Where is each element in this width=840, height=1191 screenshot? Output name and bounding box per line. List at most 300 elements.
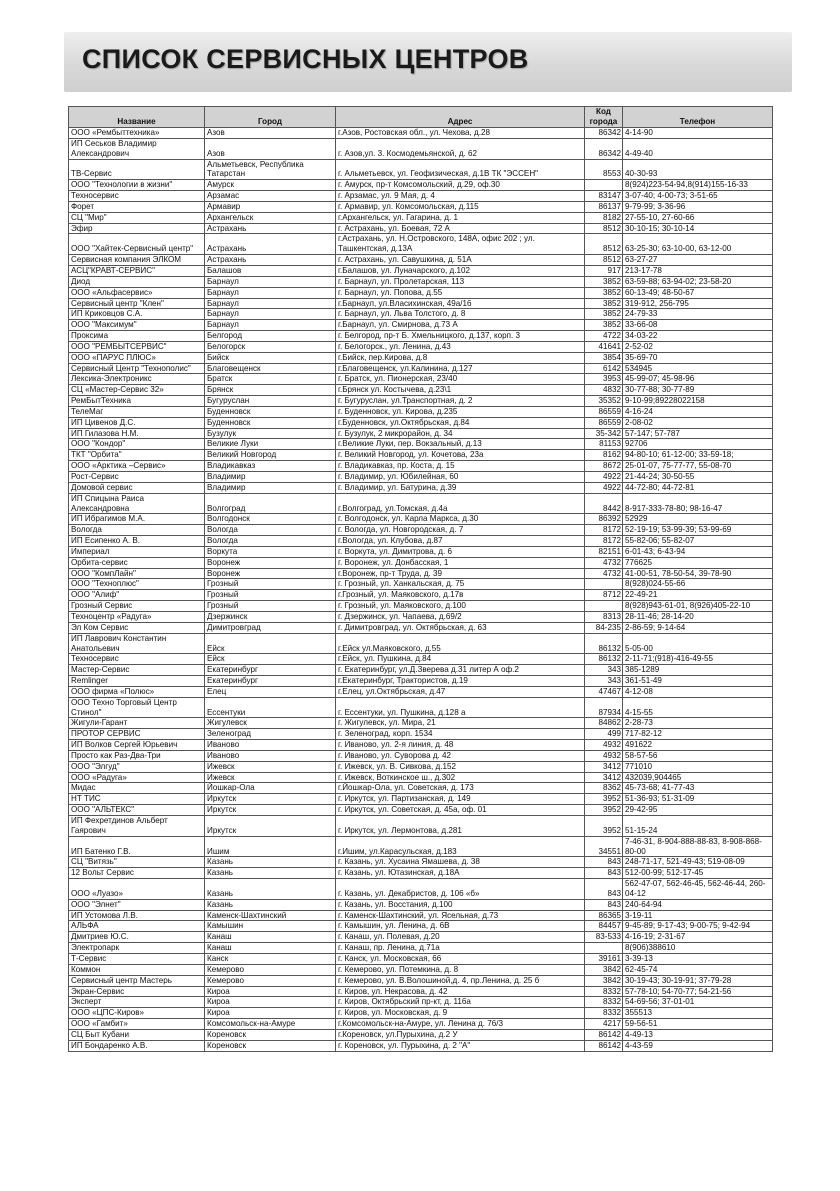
cell-city: Канаш <box>205 943 336 954</box>
cell-phone: 59-56-51 <box>623 1019 773 1030</box>
cell-phone: 9-10-99;89228022158 <box>623 396 773 407</box>
cell-name: Лексика-Электроникс <box>69 374 205 385</box>
cell-code: 86137 <box>585 201 623 212</box>
cell-phone: 9-79-99; 3-36-96 <box>623 201 773 212</box>
cell-phone: 771010 <box>623 761 773 772</box>
cell-address: г.Азов, Ростовская обл., ул. Чехова, д.28 <box>336 128 585 139</box>
cell-name: Эфир <box>69 223 205 234</box>
cell-city: Армавир <box>205 201 336 212</box>
cell-address: г.Грозный, ул. Маяковского, д.17в <box>336 590 585 601</box>
table-row <box>69 234 773 255</box>
cell-phone: 6-01-43; 6-43-94 <box>623 546 773 557</box>
cell-code: 84457 <box>585 921 623 932</box>
table-row <box>69 772 773 783</box>
cell-city: Казань <box>205 857 336 868</box>
table-row <box>69 363 773 374</box>
cell-phone: 319-912, 256-795 <box>623 298 773 309</box>
cell-phone: 62-45-74 <box>623 964 773 975</box>
cell-code: 8512 <box>585 223 623 234</box>
table-row <box>69 794 773 805</box>
cell-address: г. Великий Новгород, ул. Кочетова, 23а <box>336 450 585 461</box>
cell-address: г. Иркутск, ул. Партизанская, д. 149 <box>336 794 585 805</box>
cell-city: Вологда <box>205 536 336 547</box>
table-row <box>69 964 773 975</box>
cell-phone: 51-36-93; 51-31-09 <box>623 794 773 805</box>
cell-address: г. Барнаул, ул. Попова, д.55 <box>336 287 585 298</box>
cell-code: 8332 <box>585 1008 623 1019</box>
cell-address: г.Буденновск, ул.Октябрьская, д.84 <box>336 417 585 428</box>
cell-name: Диод <box>69 276 205 287</box>
cell-city: Иркутск <box>205 816 336 837</box>
table-row <box>69 320 773 331</box>
cell-address: г. Вологда, ул. Новгородская, д. 7 <box>336 525 585 536</box>
table-row <box>69 910 773 921</box>
cell-address: г. Астрахань, ул. Боевая, 72 А <box>336 223 585 234</box>
table-row <box>69 750 773 761</box>
cell-name: Эксперт <box>69 997 205 1008</box>
cell-code: 3852 <box>585 320 623 331</box>
table-row <box>69 309 773 320</box>
table-row <box>69 868 773 879</box>
cell-phone: 22-49-21 <box>623 590 773 601</box>
cell-name: Мидас <box>69 783 205 794</box>
cell-city: Кореновск <box>205 1029 336 1040</box>
cell-city: Кироа <box>205 997 336 1008</box>
cell-city: Брянск <box>205 385 336 396</box>
cell-code: 343 <box>585 665 623 676</box>
cell-name: ИП Устомова Л.В. <box>69 910 205 921</box>
cell-code: 843 <box>585 857 623 868</box>
cell-phone: 30-19-43; 30-19-91; 37-79-28 <box>623 975 773 986</box>
cell-name: Грозный Сервис <box>69 601 205 612</box>
table-row <box>69 740 773 751</box>
cell-city: Канск <box>205 953 336 964</box>
cell-address: г.Йошкар-Ола, ул. Советская, д. 173 <box>336 783 585 794</box>
cell-city: Барнаул <box>205 309 336 320</box>
cell-address: г. Арзамас, ул. 9 Мая, д. 4 <box>336 191 585 202</box>
cell-address: г. Кореновск, ул. Пурыхина, д. 2 "А" <box>336 1040 585 1051</box>
table-row <box>69 525 773 536</box>
cell-phone: 33-66-08 <box>623 320 773 331</box>
cell-code: 3842 <box>585 975 623 986</box>
cell-code: 83147 <box>585 191 623 202</box>
cell-phone: 25-01-07, 75-77-77, 55-08-70 <box>623 461 773 472</box>
cell-address: г. Буденновск, ул. Кирова, д.235 <box>336 406 585 417</box>
table-row <box>69 557 773 568</box>
cell-name: ООО "Техноплюс" <box>69 579 205 590</box>
table-row <box>69 374 773 385</box>
cell-name: ООО «Луазо» <box>69 879 205 900</box>
table-row <box>69 298 773 309</box>
cell-code: 3854 <box>585 352 623 363</box>
cell-code: 82151 <box>585 546 623 557</box>
cell-address: г. Киров, ул. Некрасова, д. 42 <box>336 986 585 997</box>
cell-city: Иркутск <box>205 805 336 816</box>
cell-phone: 8-917-333-78-80; 98-16-47 <box>623 493 773 514</box>
cell-code: 83-533 <box>585 932 623 943</box>
cell-code: 3852 <box>585 276 623 287</box>
table-row <box>69 568 773 579</box>
cell-name: ИП Волков Сергей Юрьевич <box>69 740 205 751</box>
cell-address: г. Иваново, ул. 2-я линия, д. 48 <box>336 740 585 751</box>
cell-address: г. Зеленоград, корп. 1534 <box>336 729 585 740</box>
cell-name: АСЦ"КРАВТ-СЕРВИС" <box>69 265 205 276</box>
cell-city: Арзамас <box>205 191 336 202</box>
cell-name: ООО «Гамбит» <box>69 1019 205 1030</box>
cell-code: 87934 <box>585 697 623 718</box>
cell-address: г. Казань, ул. Декабристов, д. 106 «б» <box>336 879 585 900</box>
cell-phone: 28-11-46; 28-14-20 <box>623 611 773 622</box>
cell-city: Казань <box>205 899 336 910</box>
table-row <box>69 138 773 159</box>
table-row <box>69 546 773 557</box>
cell-name: ИП Спицына Раиса Александровна <box>69 493 205 514</box>
cell-code: 3952 <box>585 794 623 805</box>
cell-name: ТКТ "Орбита" <box>69 450 205 461</box>
cell-code: 8332 <box>585 986 623 997</box>
table-row <box>69 590 773 601</box>
cell-code: 8512 <box>585 234 623 255</box>
cell-address: г.Кореновск, ул.Пурыхина, д.2 У <box>336 1029 585 1040</box>
column-header-phone: Телефон <box>623 107 773 128</box>
cell-address: г. Барнаул, ул. Пролетарская, 113 <box>336 276 585 287</box>
cell-phone: 21-44-24; 30-50-55 <box>623 472 773 483</box>
cell-name: Сервисный центр "Клен" <box>69 298 205 309</box>
cell-city: Кироа <box>205 986 336 997</box>
cell-phone: 27-55-10, 27-60-66 <box>623 212 773 223</box>
cell-code: 917 <box>585 265 623 276</box>
cell-address: г. Ижевск, Воткинское ш., д.302 <box>336 772 585 783</box>
cell-code: 843 <box>585 899 623 910</box>
table-row <box>69 396 773 407</box>
cell-code: 8712 <box>585 590 623 601</box>
cell-name: ИП Гилазова Н.М. <box>69 428 205 439</box>
cell-phone: 4-16-19; 2-31-67 <box>623 932 773 943</box>
cell-code: 8442 <box>585 493 623 514</box>
cell-phone: 57-147; 57-787 <box>623 428 773 439</box>
cell-address: г. Казань, ул. Хусаина Ямашева, д. 38 <box>336 857 585 868</box>
cell-phone: 57-78-10; 54-70-77; 54-21-56 <box>623 986 773 997</box>
cell-name: ИП Бондаренко А.В. <box>69 1040 205 1051</box>
cell-city: Барнаул <box>205 276 336 287</box>
table-row <box>69 287 773 298</box>
table-row <box>69 665 773 676</box>
cell-code: 8512 <box>585 255 623 266</box>
cell-address: г.Елец, ул.Октябрьская, д.47 <box>336 686 585 697</box>
cell-name: Вологда <box>69 525 205 536</box>
cell-city: Благовещенск <box>205 363 336 374</box>
cell-city: Ижевск <box>205 761 336 772</box>
cell-name: ООО «Радуга» <box>69 772 205 783</box>
table-row <box>69 986 773 997</box>
cell-address: г. Владимир, ул. Батурина, д.39 <box>336 482 585 493</box>
table-row <box>69 857 773 868</box>
cell-city: Альметьевск, Республика Татарстан <box>205 159 336 180</box>
cell-phone: 432039,904465 <box>623 772 773 783</box>
cell-phone: 9-45-89; 9-17-43; 9-00-75; 9-42-94 <box>623 921 773 932</box>
cell-address: г.Екатеринбург, Трактористов, д.19 <box>336 676 585 687</box>
cell-name: ООО Техно Торговый Центр Стинол" <box>69 697 205 718</box>
cell-phone: 7-46-31, 8-904-888-88-83, 8-908-868-80-00 <box>623 836 773 857</box>
cell-city: Казань <box>205 868 336 879</box>
cell-address: г. Воронеж, ул. Донбасская, 1 <box>336 557 585 568</box>
cell-phone: 24-79-33 <box>623 309 773 320</box>
title-banner <box>64 32 792 92</box>
table-row <box>69 461 773 472</box>
cell-address: г. Владимир, ул. Юбилейная, 60 <box>336 472 585 483</box>
cell-phone: 248-71-17, 521-49-43; 519-08-09 <box>623 857 773 868</box>
table-row <box>69 761 773 772</box>
cell-code: 84862 <box>585 718 623 729</box>
table-row <box>69 611 773 622</box>
cell-code: 3953 <box>585 374 623 385</box>
cell-code: 8172 <box>585 536 623 547</box>
cell-phone: 3-39-13 <box>623 953 773 964</box>
table-row <box>69 406 773 417</box>
cell-name: Рост-Сервис <box>69 472 205 483</box>
cell-code: 86132 <box>585 654 623 665</box>
cell-city: Архангельск <box>205 212 336 223</box>
cell-code <box>585 943 623 954</box>
cell-address: г. Бугуруслан, ул.Транспортная, д. 2 <box>336 396 585 407</box>
cell-code: 8182 <box>585 212 623 223</box>
cell-phone: 63-25-30; 63-10-00, 63-12-00 <box>623 234 773 255</box>
table-row <box>69 816 773 837</box>
cell-code: 86142 <box>585 1040 623 1051</box>
cell-city: Белгород <box>205 331 336 342</box>
cell-name: Техносервис <box>69 191 205 202</box>
cell-phone: 51-15-24 <box>623 816 773 837</box>
table-row <box>69 836 773 857</box>
cell-phone: 3-07-40; 4-00-73; 3-51-65 <box>623 191 773 202</box>
cell-city: Грозный <box>205 601 336 612</box>
cell-name: Мастер-Сервис <box>69 665 205 676</box>
cell-city: Бийск <box>205 352 336 363</box>
cell-code: 86342 <box>585 128 623 139</box>
cell-code: 8362 <box>585 783 623 794</box>
cell-city: Кореновск <box>205 1040 336 1051</box>
cell-code: 86132 <box>585 633 623 654</box>
cell-code: 4217 <box>585 1019 623 1030</box>
cell-name: Дмитриев Ю.С. <box>69 932 205 943</box>
cell-city: Белогорск <box>205 341 336 352</box>
table-row <box>69 601 773 612</box>
cell-address: г. Камышин, ул. Ленина, д. 6В <box>336 921 585 932</box>
cell-city: Буденновск <box>205 417 336 428</box>
cell-phone: 2-86-59; 9-14-64 <box>623 622 773 633</box>
table-row <box>69 953 773 964</box>
table-header-row <box>69 107 773 128</box>
cell-phone: 4-49-40 <box>623 138 773 159</box>
cell-phone: 2-08-02 <box>623 417 773 428</box>
cell-code: 3412 <box>585 761 623 772</box>
cell-city: Астрахань <box>205 255 336 266</box>
cell-city: Амурск <box>205 180 336 191</box>
cell-address: г. Армавир, ул. Комсомольская, д.115 <box>336 201 585 212</box>
cell-phone: 4-14-90 <box>623 128 773 139</box>
table-row <box>69 341 773 352</box>
cell-address: г. Жигулевск, ул. Мира, 21 <box>336 718 585 729</box>
cell-name: Сервисный Центр "Технополис" <box>69 363 205 374</box>
cell-phone: 94-80-10; 61-12-00; 33-59-18; <box>623 450 773 461</box>
table-row <box>69 654 773 665</box>
cell-phone: 30-77-88; 30-77-89 <box>623 385 773 396</box>
cell-name: ООО "Элнет" <box>69 899 205 910</box>
cell-city: Зеленоград <box>205 729 336 740</box>
cell-address: г.Бийск, пер.Кирова, д.8 <box>336 352 585 363</box>
cell-name: ИП Сеськов Владимир Александрович <box>69 138 205 159</box>
cell-city: Дзержинск <box>205 611 336 622</box>
service-centers-table <box>68 106 773 1052</box>
cell-address: г. Канаш, ул. Полевая, д.20 <box>336 932 585 943</box>
cell-address: г. Дзержинск, ул. Чапаева, д.69/2 <box>336 611 585 622</box>
cell-name: Просто как Раз-Два-Три <box>69 750 205 761</box>
cell-code: 4832 <box>585 385 623 396</box>
cell-address: г.Благовещенск, ул.Калинина, д.127 <box>336 363 585 374</box>
table-row <box>69 223 773 234</box>
cell-address: г. Канск, ул. Московская, 66 <box>336 953 585 964</box>
cell-city: Буденновск <box>205 406 336 417</box>
table-row <box>69 417 773 428</box>
cell-phone: 63-59-88; 63-94-02; 23-58-20 <box>623 276 773 287</box>
cell-name: ООО "КомпЛайн" <box>69 568 205 579</box>
cell-name: Эл Ком Сервис <box>69 622 205 633</box>
cell-city: Ижевск <box>205 772 336 783</box>
cell-name: ООО "Кондор" <box>69 439 205 450</box>
cell-city: Иваново <box>205 740 336 751</box>
cell-address: г.Комсомольск-на-Амуре, ул. Ленина д. 76/3 <box>336 1019 585 1030</box>
cell-code: 843 <box>585 868 623 879</box>
table-row <box>69 1019 773 1030</box>
cell-name: Форет <box>69 201 205 212</box>
cell-code: 343 <box>585 676 623 687</box>
table-row <box>69 276 773 287</box>
cell-address: г.Волгоград, ул.Томская, д.4а <box>336 493 585 514</box>
cell-phone: 45-99-07; 45-98-96 <box>623 374 773 385</box>
cell-phone: 8(928)943-61-01, 8(926)405-22-10 <box>623 601 773 612</box>
cell-city: Воркута <box>205 546 336 557</box>
cell-phone: 5-05-00 <box>623 633 773 654</box>
cell-address: г.Архангельск, ул. Гагарина, д. 1 <box>336 212 585 223</box>
table-row <box>69 439 773 450</box>
cell-city: Воронеж <box>205 568 336 579</box>
cell-code: 86142 <box>585 1029 623 1040</box>
cell-address: г.Великие Луки, пер. Вокзальный, д.13 <box>336 439 585 450</box>
cell-code: 47467 <box>585 686 623 697</box>
cell-address: г. Бузулук, 2 микрорайон, д. 34 <box>336 428 585 439</box>
table-row <box>69 997 773 1008</box>
cell-address: г. Иркутск, ул. Лермонтова, д.281 <box>336 816 585 837</box>
cell-phone: 30-10-15; 30-10-14 <box>623 223 773 234</box>
table-row <box>69 472 773 483</box>
cell-city: Бугуруслан <box>205 396 336 407</box>
table-row <box>69 622 773 633</box>
cell-address: г. Киров, ул. Московская, д. 9 <box>336 1008 585 1019</box>
cell-name: ИП Ибрагимов М.А. <box>69 514 205 525</box>
cell-city: Кемерово <box>205 964 336 975</box>
table-row <box>69 514 773 525</box>
cell-name: ООО "Технологии в жизни" <box>69 180 205 191</box>
cell-code: 4922 <box>585 482 623 493</box>
cell-phone: 4-15-55 <box>623 697 773 718</box>
cell-address: г. Кемерово, ул. В.Волошиной,д. 4, пр.Ленина, д. 25 б <box>336 975 585 986</box>
cell-address: г. Амурск, пр-т Комсомольский, д.29, оф.30 <box>336 180 585 191</box>
cell-city: Великие Луки <box>205 439 336 450</box>
cell-code: 35352 <box>585 396 623 407</box>
cell-city: Иркутск <box>205 794 336 805</box>
cell-name: ТелеМаг <box>69 406 205 417</box>
table-row <box>69 212 773 223</box>
cell-address: г. Воркута, ул. Димитрова, д. 6 <box>336 546 585 557</box>
cell-name: ИП Фехретдинов Альберт Гаярович <box>69 816 205 837</box>
cell-phone: 40-30-93 <box>623 159 773 180</box>
cell-phone: 534945 <box>623 363 773 374</box>
cell-city: Воронеж <box>205 557 336 568</box>
cell-address: г. Волгодонск, ул. Карла Маркса, д.30 <box>336 514 585 525</box>
cell-city: Елец <box>205 686 336 697</box>
table-row <box>69 128 773 139</box>
cell-name: Электропарк <box>69 943 205 954</box>
cell-code: 3852 <box>585 298 623 309</box>
cell-name: ООО "Хайтек-Сервисный центр" <box>69 234 205 255</box>
cell-name: ООО «Арктика –Сервис» <box>69 461 205 472</box>
cell-phone: 55-82-06; 55-82-07 <box>623 536 773 547</box>
table-row <box>69 676 773 687</box>
cell-phone: 52-19-19; 53-99-39; 53-99-69 <box>623 525 773 536</box>
cell-city: Димитровград <box>205 622 336 633</box>
cell-address: г. Братск, ул. Пионерская, 23/40 <box>336 374 585 385</box>
cell-phone: 45-73-68; 41-77-43 <box>623 783 773 794</box>
cell-city: Грозный <box>205 590 336 601</box>
cell-address: г.Ейск ул.Маяковского, д.55 <box>336 633 585 654</box>
cell-address: г. Астрахань, ул. Савушкина, д. 51А <box>336 255 585 266</box>
table-row <box>69 943 773 954</box>
cell-address: г. Иркутск, ул. Советская, д. 45а, оф. 01 <box>336 805 585 816</box>
cell-city: Ейск <box>205 633 336 654</box>
cell-name: Империал <box>69 546 205 557</box>
cell-name: ООО "Алиф" <box>69 590 205 601</box>
cell-address: г. Каменск-Шахтинский, ул. Ясельная, д.73 <box>336 910 585 921</box>
table-row <box>69 718 773 729</box>
cell-name: ИП Лаврович Константин Анатольевич <box>69 633 205 654</box>
table-row <box>69 159 773 180</box>
cell-code: 3852 <box>585 309 623 320</box>
table-row <box>69 1008 773 1019</box>
cell-city: Кироа <box>205 1008 336 1019</box>
cell-city: Балашов <box>205 265 336 276</box>
cell-code: 3952 <box>585 816 623 837</box>
cell-name: СЦ "Мир" <box>69 212 205 223</box>
table-row <box>69 482 773 493</box>
cell-name: ИП Цивенов Д.С. <box>69 417 205 428</box>
cell-city: Владимир <box>205 472 336 483</box>
cell-phone: 29-42-95 <box>623 805 773 816</box>
cell-address: г. Азов,ул. 3. Космодемьянской, д. 62 <box>336 138 585 159</box>
cell-city: Иваново <box>205 750 336 761</box>
cell-name: НТ ТИС <box>69 794 205 805</box>
table-row <box>69 450 773 461</box>
cell-code: 34551 <box>585 836 623 857</box>
cell-address: г.Брянск ул. Костычева, д.23\1 <box>336 385 585 396</box>
column-header-address: Адрес <box>336 107 585 128</box>
cell-name: Техноцентр «Радуга» <box>69 611 205 622</box>
table-row <box>69 191 773 202</box>
cell-phone: 361-51-49 <box>623 676 773 687</box>
cell-address: г.Барнаул, ул. Смирнова, д.73 А <box>336 320 585 331</box>
cell-name: ООО "АЛЬТЕКС" <box>69 805 205 816</box>
table-row <box>69 783 773 794</box>
cell-city: Волгодонск <box>205 514 336 525</box>
